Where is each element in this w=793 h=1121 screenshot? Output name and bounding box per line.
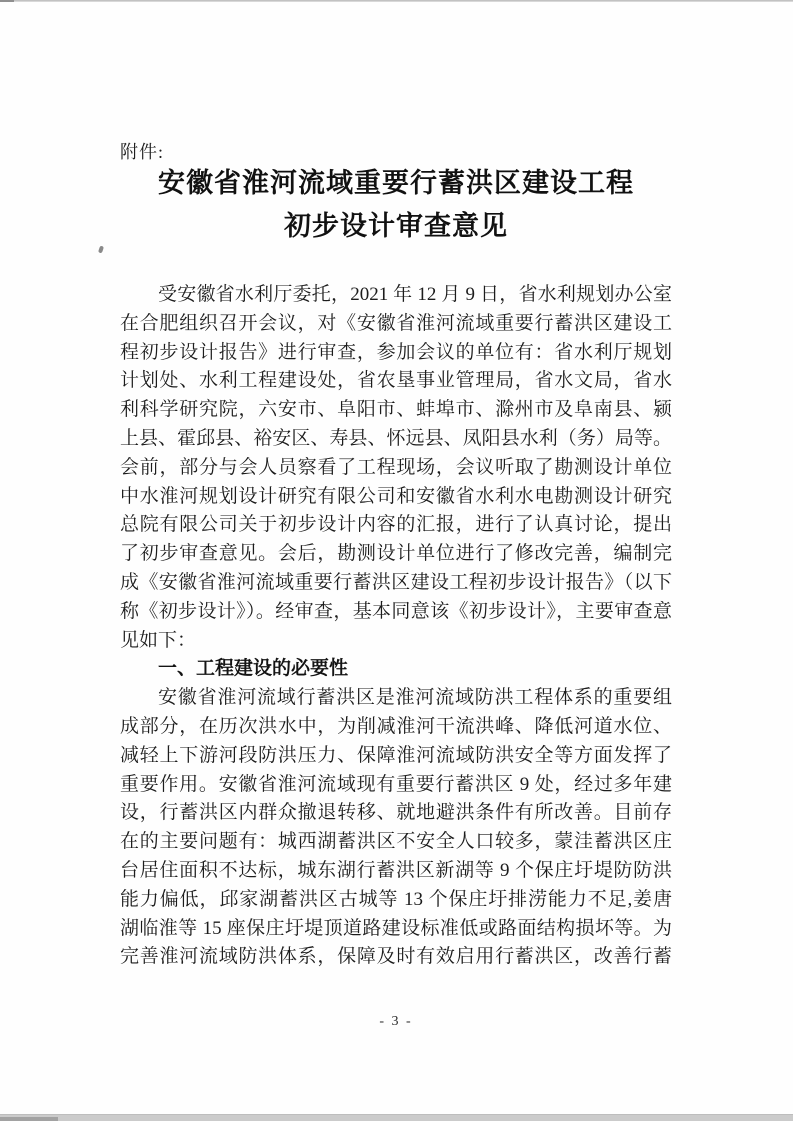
body-line: 能力偏低，邱家湖蓄洪区古城等 13 个保庄圩排涝能力不足,姜唐: [120, 888, 672, 910]
body-line: 完善淮河流域防洪体系，保障及时有效启用行蓄洪区，改善行蓄: [120, 946, 672, 968]
document-body: [120, 281, 672, 972]
scan-edge-top: [0, 0, 793, 2]
body-line: 重要作用。安徽省淮河流域现有重要行蓄洪区 9 处，经过多年建: [120, 773, 672, 795]
body-line: 湖临淮等 15 座保庄圩堤顶道路建设标准低或路面结构损坏等。为: [120, 917, 672, 939]
body-line: 会前，部分与会人员察看了工程现场，会议听取了勘测设计单位: [120, 456, 672, 478]
body-line: 称《初步设计》）。经审查，基本同意该《初步设计》，主要审查意: [120, 600, 672, 622]
body-line: 成部分，在历次洪水中，为削减淮河干流洪峰、降低河道水位、: [120, 715, 672, 737]
body-line: 减轻上下游河段防洪压力、保障淮河流域防洪安全等方面发挥了: [120, 744, 672, 766]
body-line: 总院有限公司关于初步设计内容的汇报，进行了认真讨论，提出: [120, 514, 672, 536]
body-line: 上县、霍邱县、裕安区、寿县、怀远县、凤阳县水利（务）局等。: [120, 427, 672, 449]
body-line: 安徽省淮河流域行蓄洪区是淮河流域防洪工程体系的重要组: [158, 687, 672, 709]
document-title: [110, 162, 682, 248]
document-title-line2: 初步设计审查意见: [284, 211, 508, 241]
body-line: 成《安徽省淮河流域重要行蓄洪区建设工程初步设计报告》（以下: [120, 571, 672, 593]
body-line: 在合肥组织召开会议，对《安徽省淮河流域重要行蓄洪区建设工: [120, 312, 672, 334]
scan-edge-bottom: [0, 1114, 793, 1121]
body-line: 中水淮河规划设计研究有限公司和安徽省水利水电勘测设计研究: [120, 485, 672, 507]
scan-speck-artifact: [98, 246, 104, 254]
body-line: 台居住面积不达标，城东湖行蓄洪区新湖等 9 个保庄圩堤防防洪: [120, 859, 672, 881]
attachment-label: 附件:: [120, 142, 165, 162]
scan-edge-top-left: [0, 0, 14, 2]
body-line: 了初步审查意见。会后，勘测设计单位进行了修改完善，编制完: [120, 543, 672, 565]
section-heading-1: 一、工程建设的必要性: [158, 658, 349, 680]
page-number: - 3 -: [379, 1014, 413, 1029]
body-line: 受安徽省水利厅委托，2021 年 12 月 9 日，省水利规划办公室: [158, 284, 672, 305]
scan-edge-bottom-left: [0, 1117, 58, 1121]
body-line: 程初步设计报告》进行审查，参加会议的单位有：省水利厅规划: [120, 341, 672, 363]
body-line: 在的主要问题有：城西湖蓄洪区不安全人口较多，蒙洼蓄洪区庄: [120, 831, 672, 853]
document-title-line1: 安徽省淮河流域重要行蓄洪区建设工程: [158, 168, 634, 198]
body-line: 见如下：: [120, 629, 197, 651]
body-line: 计划处、水利工程建设处，省农垦事业管理局，省水文局，省水: [120, 370, 672, 392]
body-line: 设，行蓄洪区内群众撤退转移、就地避洪条件有所改善。目前存: [120, 802, 672, 824]
body-line: 利科学研究院，六安市、阜阳市、蚌埠市、滁州市及阜南县、颍: [120, 399, 672, 421]
